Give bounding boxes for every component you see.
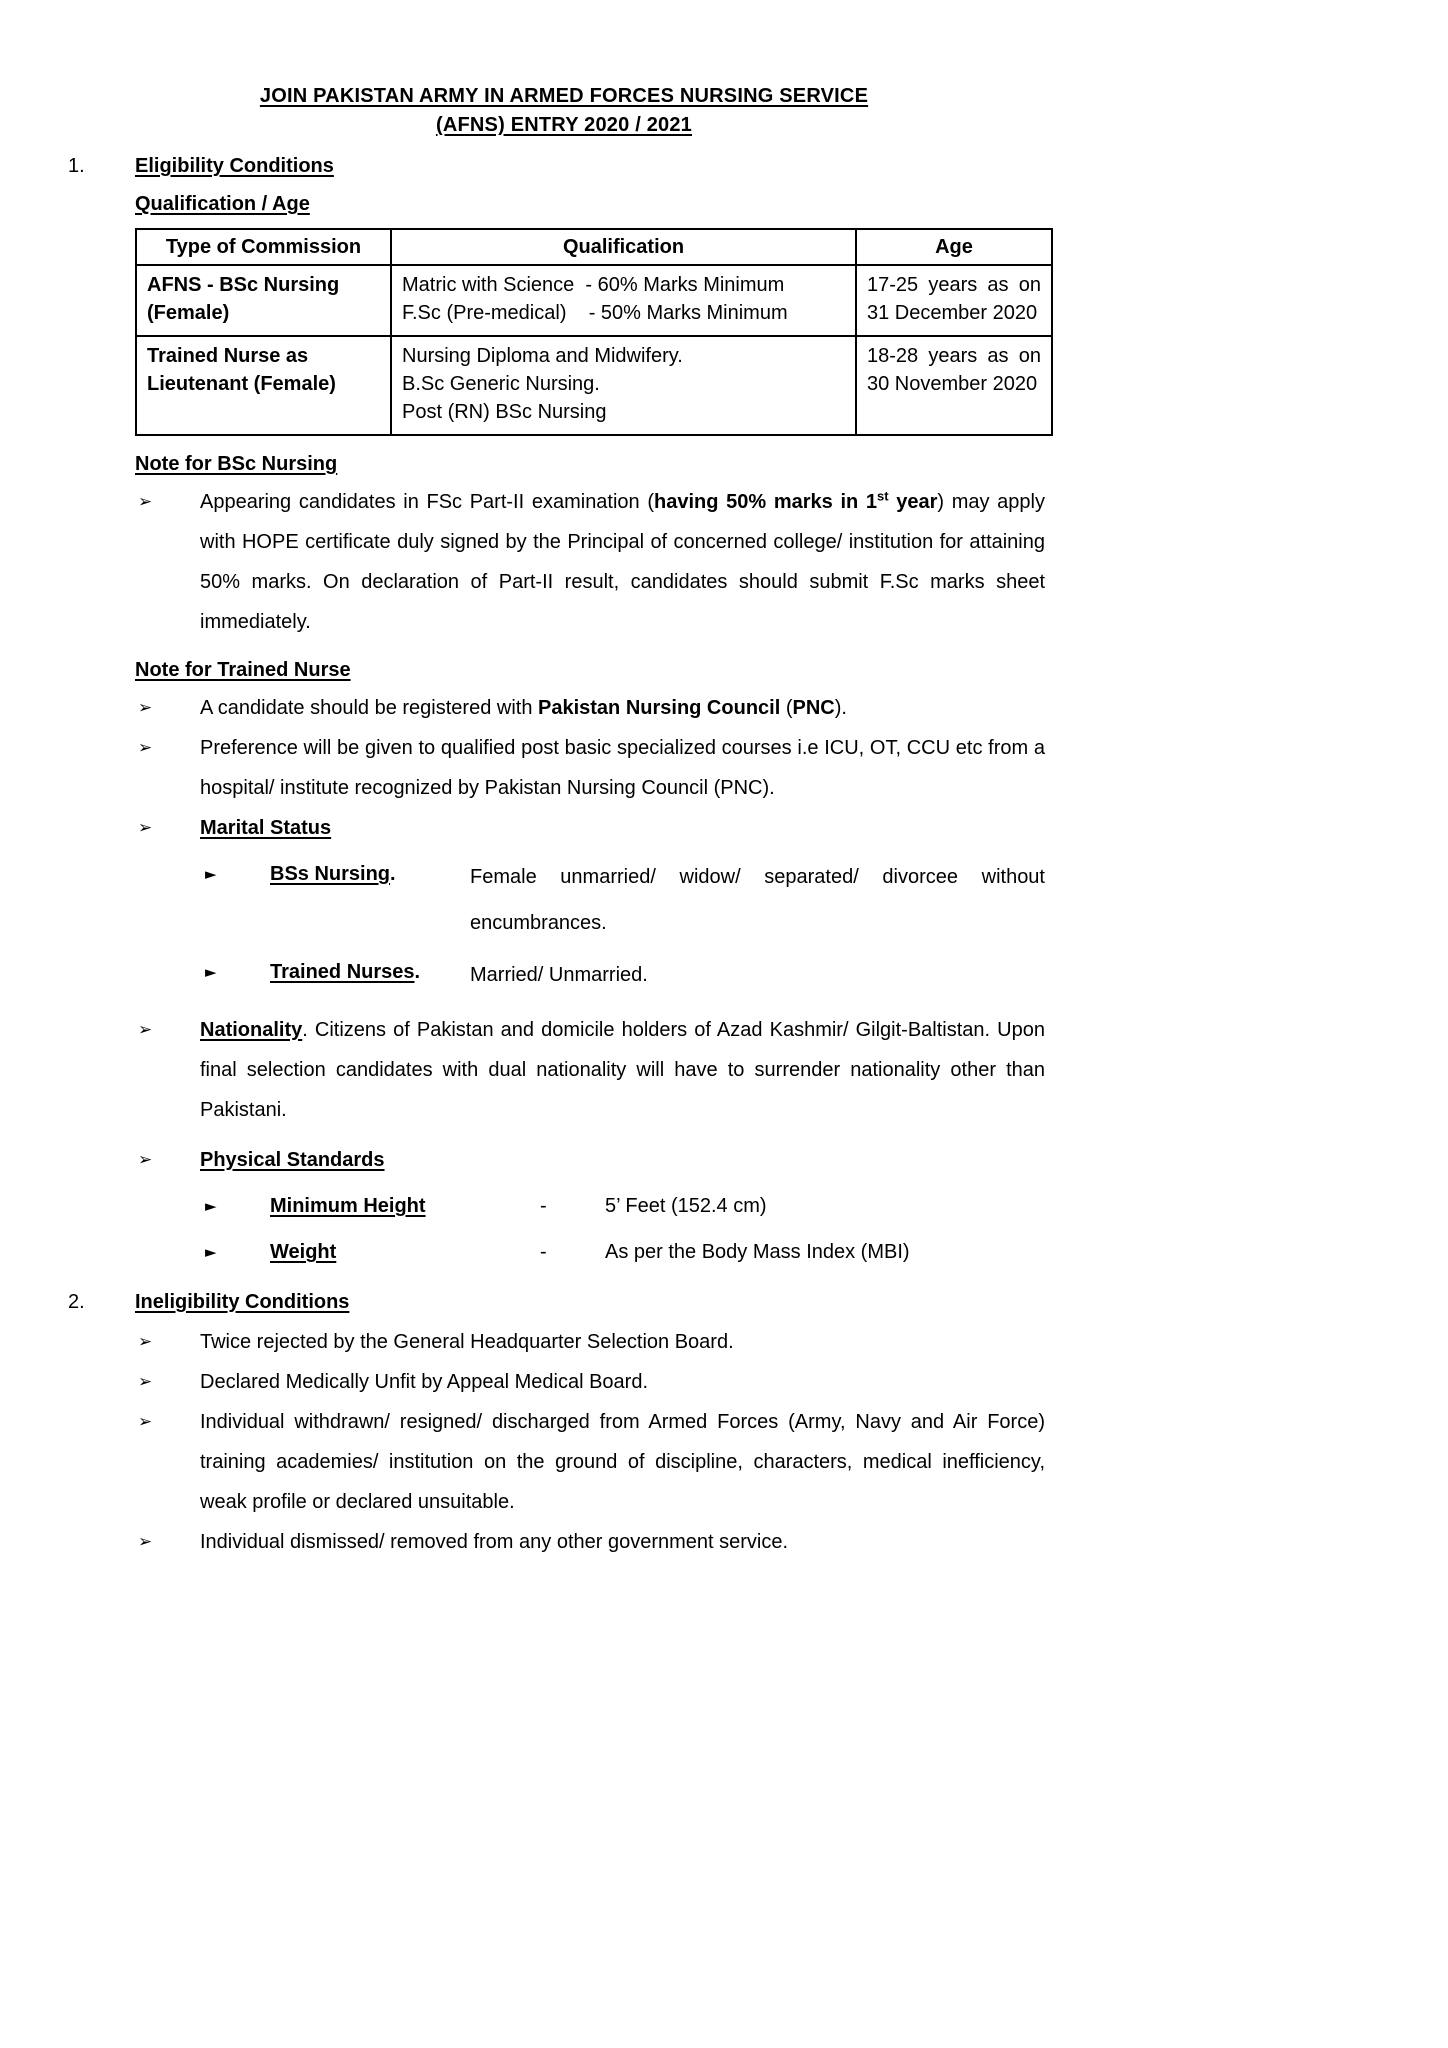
document-title-line2: (AFNS) ENTRY 2020 / 2021 — [435, 114, 692, 136]
th-age: Age — [856, 229, 1052, 265]
bsc-nursing-label-wrap — [270, 854, 470, 946]
trained-item-pnc — [138, 688, 1448, 728]
ineligibility-item-1 — [138, 1322, 1448, 1362]
minimum-height-value: 5’ Feet (152.4 cm) — [605, 1195, 767, 1217]
ineligibility-item-3-text: Individual withdrawn/ resigned/ discharged from Armed Forces (Army, Navy and Air Force) training academies/ institution on the ground of discipline, characters, medical inefficiency, weak profile or declared unsuitable. — [200, 1411, 1045, 1513]
note-bsc-bold-text: having 50% marks in 1 — [654, 491, 878, 513]
triangle-bullet-icon: ► — [205, 1243, 217, 1261]
ineligibility-item-2-text: Declared Medically Unfit by Appeal Medical Board. — [200, 1371, 648, 1393]
nationality-text — [200, 1010, 1045, 1130]
ineligibility-item-2 — [138, 1362, 1448, 1402]
note-bsc-bold — [654, 488, 938, 513]
section-1-heading: Eligibility Conditions — [135, 155, 334, 177]
nationality-label: Nationality — [200, 1019, 303, 1041]
age-cell: 17-25 years as on 31 December 2020 — [856, 265, 1052, 336]
qualification-age-subheading: Qualification / Age — [135, 193, 310, 215]
ineligibility-item-4 — [138, 1522, 1448, 1562]
weight-dash: - — [540, 1241, 547, 1263]
note-bsc-text — [200, 482, 1045, 642]
age-cell: 18-28 years as on 30 November 2020 — [856, 336, 1052, 435]
qualification-line: F.Sc (Pre-medical) - 50% Marks Minimum — [402, 302, 788, 324]
qualification-line: Nursing Diploma and Midwifery. — [402, 345, 683, 367]
arrow-bullet-icon: ➢ — [138, 738, 153, 758]
ineligibility-item-3 — [138, 1402, 1448, 1522]
section-1-number: 1. — [68, 155, 85, 177]
arrow-bullet-icon: ➢ — [138, 492, 153, 512]
qualification-line: Post (RN) BSc Nursing — [402, 401, 607, 423]
minimum-height-label-wrap — [270, 1186, 540, 1226]
bsc-nursing-label: BSs Nursing — [270, 863, 391, 885]
arrow-bullet-icon: ➢ — [138, 1150, 153, 1170]
commission-cell: Trained Nurse as Lieutenant (Female) — [136, 336, 391, 435]
nationality-item — [138, 1010, 1448, 1130]
table-row-bsc-nursing — [136, 265, 1052, 336]
arrow-bullet-icon: ➢ — [138, 1332, 153, 1352]
eligibility-table — [135, 228, 1053, 436]
title-block — [68, 82, 1060, 140]
bsc-nursing-label-suffix: . — [390, 863, 396, 885]
qualification-cell — [391, 265, 856, 336]
physical-standards-heading-row — [138, 1140, 1448, 1180]
bsc-nursing-desc: Female unmarried/ widow/ separated/ divorcee without encumbrances. — [470, 866, 1045, 934]
th-type-of-commission: Type of Commission — [136, 229, 391, 265]
minimum-height-label: Minimum Height — [270, 1195, 426, 1217]
table-row-trained-nurse — [136, 336, 1052, 435]
superscript-st: st — [877, 488, 889, 504]
note-bsc-item — [138, 482, 1448, 642]
weight-label: Weight — [270, 1241, 337, 1263]
arrow-bullet-icon: ➢ — [138, 818, 153, 838]
marital-status-heading — [200, 808, 1045, 848]
marital-trained-item — [205, 952, 1448, 998]
trained-nurses-label-wrap — [270, 952, 470, 998]
pnc-bold-council: Pakistan Nursing Council — [538, 697, 781, 719]
note-trained-heading: Note for Trained Nurse — [135, 659, 351, 681]
qualification-line: B.Sc Generic Nursing. — [402, 373, 600, 395]
marital-bsc-item — [205, 854, 1448, 946]
nationality-body: . Citizens of Pakistan and domicile holders of Azad Kashmir/ Gilgit-Baltistan. Upon final selection candidates with dual nationality will have to surrender nationality other than Pakistani. — [200, 1019, 1045, 1121]
th-qualification: Qualification — [391, 229, 856, 265]
marital-status-label: Marital Status — [200, 817, 332, 839]
trained-nurses-desc: Married/ Unmarried. — [470, 964, 648, 986]
qualification-cell — [391, 336, 856, 435]
triangle-bullet-icon: ► — [205, 963, 217, 981]
commission-cell: AFNS - BSc Nursing (Female) — [136, 265, 391, 336]
table-header-row — [136, 229, 1052, 265]
arrow-bullet-icon: ➢ — [138, 1532, 153, 1552]
ineligibility-item-4-text: Individual dismissed/ removed from any other government service. — [200, 1531, 789, 1553]
section-2-number: 2. — [68, 1291, 85, 1313]
trained-nurses-label-suffix: . — [414, 961, 421, 983]
arrow-bullet-icon: ➢ — [138, 1412, 153, 1432]
trained-item-preference — [138, 728, 1448, 808]
pnc-text-pre: A candidate should be registered with — [200, 697, 538, 719]
physical-standards-heading — [200, 1140, 1045, 1180]
note-bsc-text-pre: Appearing candidates in FSc Part-II examination ( — [200, 491, 655, 513]
minimum-height-dash: - — [540, 1195, 547, 1217]
note-bsc-heading: Note for BSc Nursing — [135, 453, 338, 475]
qualification-line: Matric with Science - 60% Marks Minimum — [402, 274, 785, 296]
weight-item — [205, 1232, 1448, 1272]
pnc-bold-abbr: PNC — [792, 697, 835, 719]
pnc-text-mid: ( — [780, 697, 793, 719]
trained-nurses-label: Trained Nurses — [270, 961, 415, 983]
weight-label-wrap — [270, 1232, 540, 1272]
triangle-bullet-icon: ► — [205, 865, 217, 883]
weight-value: As per the Body Mass Index (MBI) — [605, 1241, 910, 1263]
document-title-line1: JOIN PAKISTAN ARMY IN ARMED FORCES NURSING SERVICE — [259, 85, 869, 107]
section-eligibility-heading-row — [68, 152, 1448, 180]
arrow-bullet-icon: ➢ — [138, 1372, 153, 1392]
ineligibility-item-1-text: Twice rejected by the General Headquarter Selection Board. — [200, 1331, 734, 1353]
marital-status-heading-row — [138, 808, 1448, 848]
arrow-bullet-icon: ➢ — [138, 1020, 153, 1040]
minimum-height-item — [205, 1186, 1448, 1226]
section-ineligibility-heading-row — [68, 1288, 1448, 1316]
note-bsc-text-post: ) may apply with HOPE certificate duly signed by the Principal of concerned college/ institution for attaining 50% marks. On declaration of Part-II result, candidates should submit F.Sc marks sheet immediately. — [200, 491, 1045, 633]
physical-standards-label: Physical Standards — [200, 1149, 385, 1171]
pnc-text-post: ). — [834, 697, 847, 719]
trained-item-pnc-text — [200, 688, 1045, 728]
trained-item-preference-text: Preference will be given to qualified post basic specialized courses i.e ICU, OT, CCU etc from a hospital/ institute recognized by Pakistan Nursing Council (PNC). — [200, 737, 1045, 799]
section-2-heading: Ineligibility Conditions — [135, 1291, 350, 1313]
note-bsc-bold-text2: year — [888, 491, 938, 513]
arrow-bullet-icon: ➢ — [138, 698, 153, 718]
triangle-bullet-icon: ► — [205, 1197, 217, 1215]
